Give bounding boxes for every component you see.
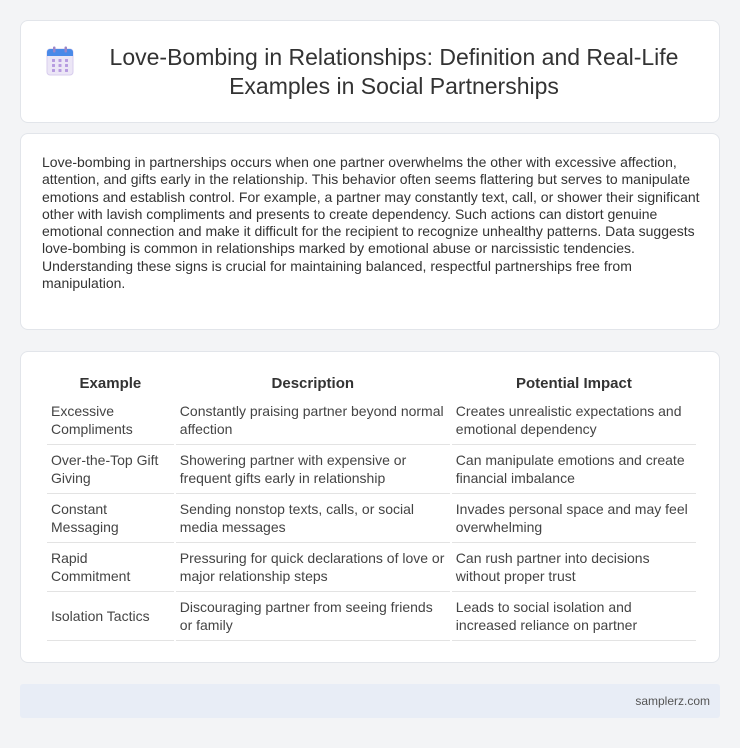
cell-description: Sending nonstop texts, calls, or social media messages	[176, 494, 450, 543]
cell-example: Rapid Commitment	[47, 543, 174, 592]
header-example: Example	[79, 375, 142, 392]
table-row	[47, 592, 696, 641]
examples-table	[45, 372, 698, 641]
table-row	[47, 543, 696, 592]
cell-example: Over-the-Top Gift Giving	[47, 445, 174, 494]
title-row	[46, 43, 694, 101]
table-card	[20, 351, 720, 663]
cell-impact: Invades personal space and may feel overwhelming	[452, 494, 696, 543]
page-title: Love-Bombing in Relationships: Definition and Real-Life Examples in Social Partnerships	[109, 43, 679, 99]
header-potential-impact: Potential Impact	[515, 375, 632, 392]
table-header-row	[47, 372, 696, 396]
cell-description: Pressuring for quick declarations of love or major relationship steps	[176, 543, 450, 592]
cell-example: Constant Messaging	[47, 494, 174, 543]
cell-example: Excessive Compliments	[47, 396, 174, 445]
cell-description: Discouraging partner from seeing friends or family	[176, 592, 450, 641]
cell-impact: Can rush partner into decisions without proper trust	[452, 543, 696, 592]
cell-impact: Can manipulate emotions and create financial imbalance	[452, 445, 696, 494]
table-row	[47, 445, 696, 494]
cell-description: Constantly praising partner beyond normal affection	[176, 396, 450, 445]
intro-card	[20, 133, 720, 330]
cell-impact: Leads to social isolation and increased reliance on partner	[452, 592, 696, 641]
title-card	[20, 20, 720, 123]
cell-example: Isolation Tactics	[47, 592, 174, 641]
cell-impact: Creates unrealistic expectations and emotional dependency	[452, 396, 696, 445]
table-row	[47, 494, 696, 543]
table-row	[47, 396, 696, 445]
footer-site-link[interactable]: samplerz.com	[635, 694, 710, 708]
calendar-icon	[46, 46, 74, 76]
intro-paragraph: Love-bombing in partnerships occurs when one partner overwhelms the other with excessive affection, attention, and gifts early in the relationship. This behavior often seems flattering but serves to manipulate emotions and establish control. For example, a partner may constantly text, call, or shower their significant other with lavish compliments and presents to create dependency. Such actions can distort genuine emotional connection and make it difficult for the recipient to recognize unhealthy patterns. Data suggests love-bombing is common in relationships marked by emotional abuse or narcissistic tendencies. Understanding these signs is crucial for maintaining balanced, respectful partnerships free from manipulation.	[42, 154, 700, 292]
footer	[20, 684, 720, 718]
cell-description: Showering partner with expensive or frequent gifts early in relationship	[176, 445, 450, 494]
header-description: Description	[271, 375, 355, 392]
